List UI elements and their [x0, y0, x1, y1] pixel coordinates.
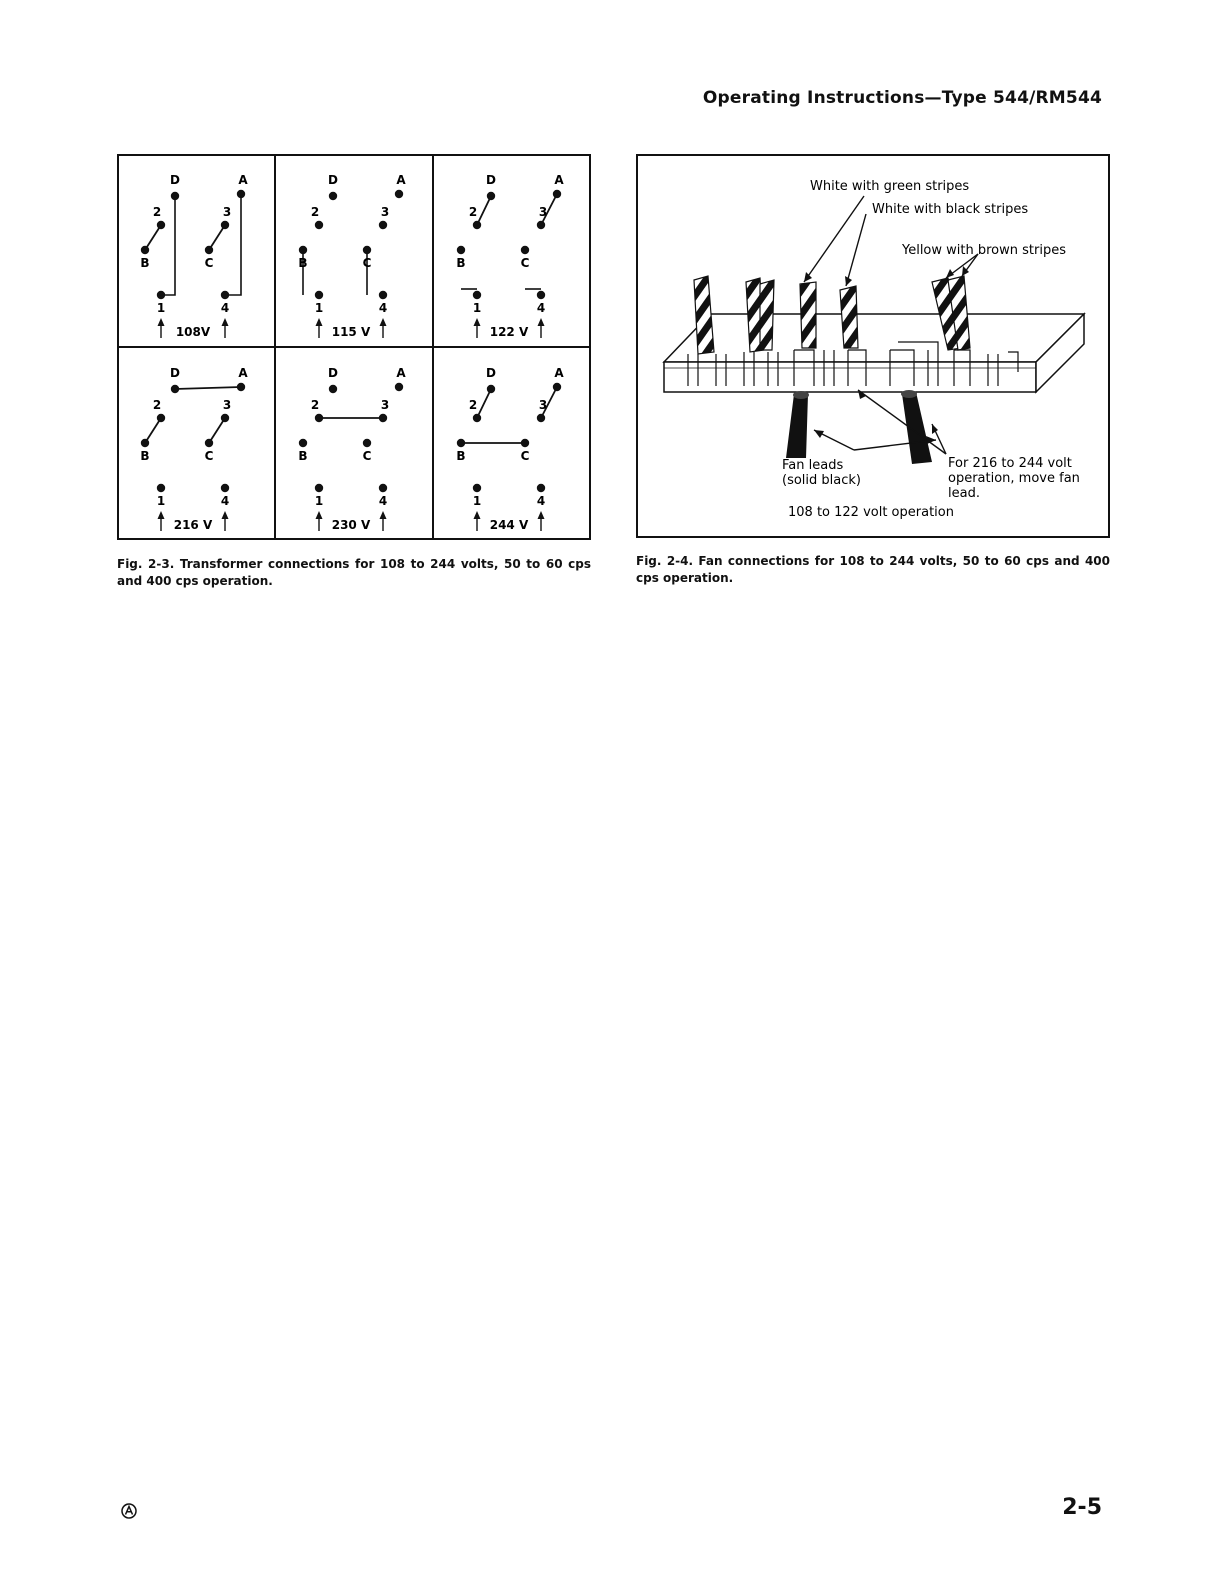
terminal-label: 2 [310, 398, 320, 412]
terminal-dot [157, 484, 165, 492]
terminal-dot [457, 439, 465, 447]
terminal-dot [537, 221, 545, 229]
terminal-dot [379, 221, 387, 229]
terminal-label: 2 [468, 205, 478, 219]
terminal-label: 4 [378, 301, 388, 315]
terminal-label: 3 [538, 398, 548, 412]
lead-white-green-left-1 [694, 276, 714, 354]
label-white-black: White with black stripes [872, 202, 1029, 217]
terminal-label: 3 [380, 205, 390, 219]
terminal-label: C [520, 449, 530, 463]
terminal-label: 1 [472, 301, 482, 315]
terminal-label: 1 [156, 301, 166, 315]
terminal-dot [473, 291, 481, 299]
terminal-dot [487, 192, 495, 200]
terminal-dot [537, 414, 545, 422]
terminal-label: D [170, 173, 180, 187]
terminal-dot [363, 246, 371, 254]
terminal-dot [299, 246, 307, 254]
terminal-label: B [140, 256, 150, 270]
transformer-panel [298, 366, 406, 532]
terminal-label: 2 [310, 205, 320, 219]
label-fan-leads: Fan leads [782, 458, 844, 473]
terminal-dot [395, 383, 403, 391]
terminal-label: D [328, 366, 338, 380]
terminal-label: 4 [220, 494, 230, 508]
terminal-label: 3 [380, 398, 390, 412]
terminal-label: 2 [152, 398, 162, 412]
terminal-dot [141, 246, 149, 254]
terminal-dot [315, 221, 323, 229]
terminal-label: 3 [538, 205, 548, 219]
transformer-panel [140, 366, 248, 532]
fan-lead-2 [902, 392, 932, 464]
figure-2-4-fan-connections [636, 154, 1110, 538]
terminal-label: D [486, 366, 496, 380]
label-yellow-brown: Yellow with brown stripes [902, 243, 1066, 258]
terminal-dot [221, 414, 229, 422]
terminal-label: A [396, 173, 406, 187]
terminal-label: A [554, 366, 564, 380]
terminal-dot [457, 246, 465, 254]
terminal-label: C [204, 256, 214, 270]
terminal-dot [237, 383, 245, 391]
voltage-label: 122 V [489, 325, 529, 339]
terminal-label: D [486, 173, 496, 187]
tektronix-logo-icon [121, 1503, 137, 1519]
terminal-dot [315, 484, 323, 492]
terminal-dot [473, 414, 481, 422]
terminal-dot [221, 484, 229, 492]
terminal-dot [315, 414, 323, 422]
terminal-dot [473, 484, 481, 492]
transformer-panel [140, 173, 248, 339]
terminal-label: A [238, 366, 248, 380]
terminal-label: A [554, 173, 564, 187]
terminal-label: 1 [314, 301, 324, 315]
terminal-dot [157, 221, 165, 229]
terminal-dot [379, 484, 387, 492]
terminal-label: 3 [222, 205, 232, 219]
terminal-label: B [298, 449, 308, 463]
label-move-line-2: operation, move fan [948, 471, 1080, 486]
terminal-label: B [456, 449, 466, 463]
transformer-panel [456, 366, 564, 532]
terminal-dot [329, 385, 337, 393]
page-number: 2-5 [1062, 1495, 1102, 1520]
terminal-label: D [170, 366, 180, 380]
terminal-label: 1 [156, 494, 166, 508]
terminal-dot [553, 383, 561, 391]
terminal-label: C [204, 449, 214, 463]
terminal-dot [171, 192, 179, 200]
terminal-label: 4 [536, 494, 546, 508]
terminal-label: D [328, 173, 338, 187]
terminal-dot [363, 439, 371, 447]
terminal-dot [379, 291, 387, 299]
transformer-panel [298, 173, 406, 339]
terminal-label: 4 [536, 301, 546, 315]
terminal-dot [221, 291, 229, 299]
lead-white-green [800, 282, 816, 348]
label-move-line-1: For 216 to 244 volt [948, 456, 1072, 471]
terminal-label: B [140, 449, 150, 463]
label-white-green: White with green stripes [810, 179, 970, 194]
terminal-dot [315, 291, 323, 299]
terminal-label: 1 [472, 494, 482, 508]
running-header: Operating Instructions—Type 544/RM544 [702, 88, 1102, 108]
terminal-label: 4 [378, 494, 388, 508]
terminal-dot [553, 190, 561, 198]
terminal-dot [205, 246, 213, 254]
terminal-label: 2 [468, 398, 478, 412]
label-move-line-3: lead. [948, 486, 980, 501]
terminal-label: 2 [152, 205, 162, 219]
terminal-label: A [238, 173, 248, 187]
terminal-label: 4 [220, 301, 230, 315]
terminal-label: 3 [222, 398, 232, 412]
terminal-label: A [396, 366, 406, 380]
terminal-dot [299, 439, 307, 447]
terminal-dot [537, 484, 545, 492]
voltage-label: 115 V [331, 325, 371, 339]
terminal-label: C [520, 256, 530, 270]
terminal-label: B [298, 256, 308, 270]
terminal-dot [157, 291, 165, 299]
fan-lead-1 [786, 394, 808, 458]
terminal-board [664, 314, 1084, 392]
terminal-dot [487, 385, 495, 393]
label-fan-leads-sub: (solid black) [782, 473, 861, 488]
voltage-label: 244 V [489, 518, 529, 532]
terminal-label: C [362, 256, 372, 270]
terminal-dot [171, 385, 179, 393]
figure-2-3-caption: Fig. 2-3. Transformer connections for 108 to 244 volts, 50 to 60 cps and 400 cps operation. [117, 557, 591, 588]
terminal-dot [521, 439, 529, 447]
terminal-dot [329, 192, 337, 200]
terminal-label: B [456, 256, 466, 270]
lead-white-black-left [760, 280, 774, 350]
terminal-dot [157, 414, 165, 422]
terminal-dot [395, 190, 403, 198]
terminal-dot [141, 439, 149, 447]
terminal-label: C [362, 449, 372, 463]
voltage-label: 216 V [173, 518, 213, 532]
voltage-label: 230 V [331, 518, 371, 532]
terminal-dot [473, 221, 481, 229]
terminal-dot [205, 439, 213, 447]
figure-2-3-transformer-connections [117, 154, 591, 540]
terminal-dot [237, 190, 245, 198]
transformer-panel [456, 173, 564, 339]
voltage-label: 108V [175, 325, 211, 339]
terminal-dot [521, 246, 529, 254]
terminal-dot [537, 291, 545, 299]
terminal-dot [379, 414, 387, 422]
figure-2-4-caption: Fig. 2-4. Fan connections for 108 to 244 volts, 50 to 60 cps and 400 cps operation. [636, 554, 1110, 585]
label-low-voltage: 108 to 122 volt operation [788, 505, 954, 520]
terminal-dot [221, 221, 229, 229]
terminal-label: 1 [314, 494, 324, 508]
